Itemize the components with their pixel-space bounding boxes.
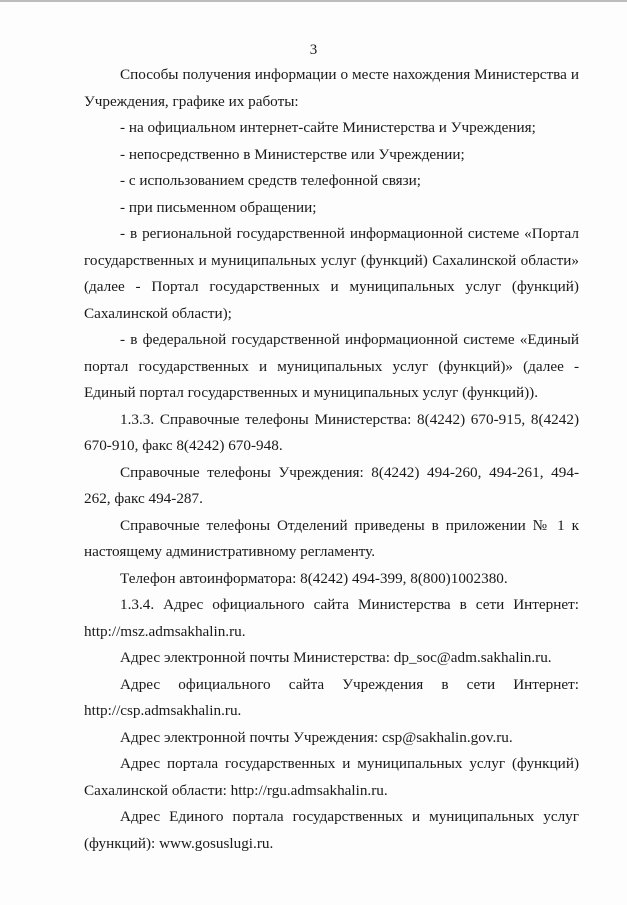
page-number: 3 — [309, 42, 318, 58]
paragraph-ministry-site: 1.3.4. Адрес официального сайта Министерства в сети Интернет: http://msz.admsakhalin.ru. — [84, 596, 579, 640]
paragraph-autoinformer: Телефон автоинформатора: 8(4242) 494-399, 8(800)1002380. — [120, 569, 508, 587]
paragraph-ministry-email: Адрес электронной почты Министерства: dp_soc@adm.sakhalin.ru. — [120, 649, 552, 666]
paragraph-ministry-phones: 1.3.3. Справочные телефоны Министерства: 8(4242) 670-915, 8(4242) 670-910, факс 8(4242) 670-948. — [84, 410, 579, 454]
paragraph-regional-portal-address: Адрес портала государственных и муниципальных услуг (функций) Сахалинской области: http://rgu.admsakhalin.ru. — [84, 755, 579, 799]
paragraph-institution-site: Адрес официального сайта Учреждения в сети Интернет: http://csp.admsakhalin.ru. — [84, 675, 579, 719]
paragraph-branch-phones: Справочные телефоны Отделений приведены в приложении № 1 к настоящему административному регламенту. — [84, 516, 579, 560]
list-item-federal-portal: - в федеральной государственной информационной системе «Единый портал государственных и муниципальных услуг (функций)» (далее - Единый портал государственных и муниципальных услуг (функций)). — [84, 331, 579, 401]
document-body — [84, 62, 579, 857]
paragraph-institution-phones: Справочные телефоны Учреждения: 8(4242) 494-260, 494-261, 494-262, факс 494-287. — [84, 463, 579, 507]
list-item-written: - при письменном обращении; — [120, 198, 317, 216]
list-item-regional-portal: - в региональной государственной информационной системе «Портал государственных и муниципальных услуг (функций) Сахалинской области» (далее - Портал государственных и муниципальных услуг (функций) Сахалинской области); — [84, 225, 579, 322]
paragraph-intro: Способы получения информации о месте нахождения Министерства и Учреждения, графике их работы: — [84, 66, 579, 110]
list-item-in-person: - непосредственно в Министерстве или Учреждении; — [120, 145, 465, 163]
list-item-website: - на официальном интернет-сайте Министерства и Учреждения; — [120, 119, 536, 136]
scan-top-edge — [0, 0, 627, 2]
list-item-phone: - с использованием средств телефонной связи; — [120, 172, 421, 189]
paragraph-federal-portal-address: Адрес Единого портала государственных и муниципальных услуг (функций): www.gosuslugi.ru. — [84, 808, 579, 852]
paragraph-institution-email: Адрес электронной почты Учреждения: csp@sakhalin.gov.ru. — [120, 728, 513, 746]
